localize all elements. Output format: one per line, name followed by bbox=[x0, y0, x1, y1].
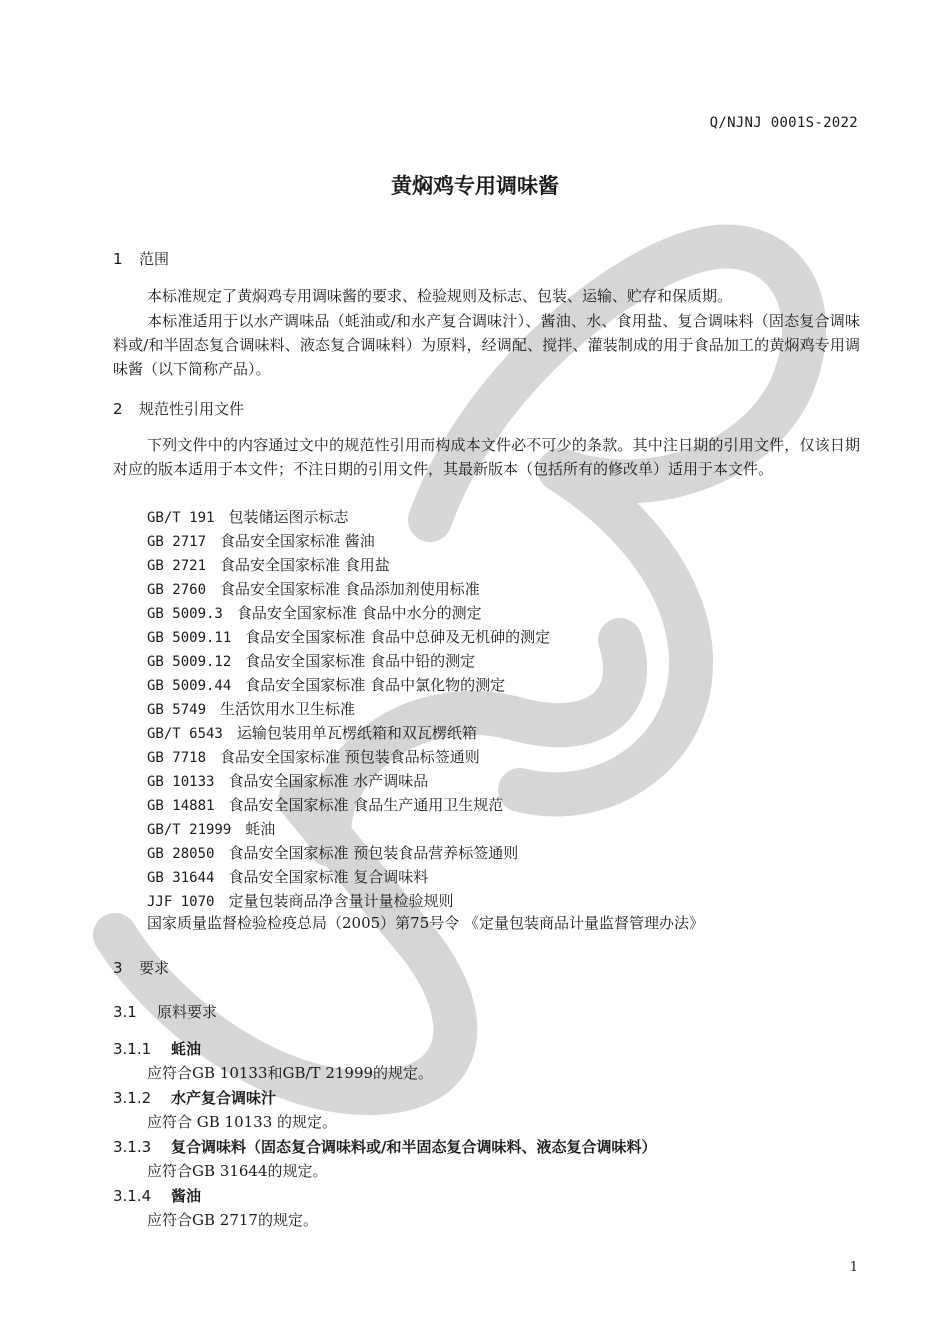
reference-title: 运输包装用单瓦楞纸箱和双瓦楞纸箱 bbox=[236, 724, 477, 742]
reference-code: GB 2760 bbox=[147, 582, 207, 598]
reference-item bbox=[147, 841, 518, 866]
reference-item bbox=[147, 601, 482, 626]
reference-code: GB 5009.12 bbox=[147, 654, 232, 670]
reference-item bbox=[147, 745, 480, 770]
reference-code: GB 7718 bbox=[147, 750, 207, 766]
document-title: 黄焖鸡专用调味酱 bbox=[391, 174, 559, 198]
reference-item bbox=[147, 769, 428, 794]
subsection-3-1-3-text: 应符合GB 31644的规定。 bbox=[147, 1162, 328, 1180]
reference-item bbox=[147, 529, 375, 554]
watermark-text: QSZ bbox=[0, 0, 3, 1]
reference-item bbox=[147, 817, 275, 842]
reference-title: 食品安全国家标准 食用盐 bbox=[220, 556, 390, 574]
subsection-3-1-1-text: 应符合GB 10133和GB/T 21999的规定。 bbox=[147, 1064, 434, 1082]
reference-code: GB 5009.11 bbox=[147, 630, 232, 646]
reference-title: 食品安全国家标准 食品中水分的测定 bbox=[236, 604, 482, 622]
section-2-heading bbox=[113, 398, 244, 419]
reference-title: 食品安全国家标准 水产调味品 bbox=[228, 772, 429, 790]
refs-intro-paragraph: 下列文件中的内容通过文中的规范性引用而构成本文件必不可少的条款。其中注日期的引用文件，仅该日期对应的版本适用于本文件；不注日期的引用文件，其最新版本（包括所有的修改单）适用于本文件。 bbox=[113, 436, 860, 478]
reference-code: GB 31644 bbox=[147, 870, 215, 886]
reference-title: 食品安全国家标准 预包装食品营养标签通则 bbox=[228, 844, 519, 862]
subsection-title: 原料要求 bbox=[157, 1003, 218, 1021]
subsection-title: 复合调味料（固态复合调味料或/和半固态复合调味料、液态复合调味料） bbox=[171, 1138, 657, 1156]
reference-item bbox=[147, 793, 503, 818]
reference-title: 食品安全国家标准 食品中氯化物的测定 bbox=[245, 676, 506, 694]
reference-code: GB 5009.3 bbox=[147, 606, 223, 622]
reference-code: GB 2717 bbox=[147, 534, 207, 550]
reference-code: GB 5749 bbox=[147, 702, 207, 718]
reference-item bbox=[147, 577, 480, 602]
reference-item bbox=[147, 505, 348, 530]
section-title: 范围 bbox=[139, 250, 170, 268]
subsection-3-1-2-heading bbox=[113, 1087, 276, 1108]
subsection-3-1-4-heading bbox=[113, 1185, 201, 1206]
reference-regulation: 国家质量监督检验检疫总局（2005）第75号令 《定量包装商品计量监督管理办法》 bbox=[147, 914, 705, 932]
subsection-number: 3.1 bbox=[113, 1003, 137, 1021]
subsection-number: 3.1.3 bbox=[113, 1138, 152, 1156]
page-number: 1 bbox=[849, 1260, 858, 1275]
reference-code: GB 2721 bbox=[147, 558, 207, 574]
subsection-title: 酱油 bbox=[171, 1187, 202, 1205]
reference-title: 包装储运图示标志 bbox=[228, 508, 349, 526]
reference-code: GB 14881 bbox=[147, 798, 215, 814]
document-id: Q/NJNJ 0001S-2022 bbox=[709, 115, 858, 131]
reference-title: 食品安全国家标准 食品添加剂使用标准 bbox=[220, 580, 480, 598]
scope-paragraph-2: 本标准适用于以水产调味品（蚝油或/和水产复合调味汁）、酱油、水、食用盐、复合调味料（固态复合调味料或/和半固态复合调味料、液态复合调味料）为原料，经调配、搅拌、灌装制成的用于食品加工的黄焖鸡专用调味酱（以下简称产品）。 bbox=[113, 312, 860, 378]
reference-title: 食品安全国家标准 食品中总砷及无机砷的测定 bbox=[245, 628, 551, 646]
reference-title: 生活饮用水卫生标准 bbox=[220, 700, 356, 718]
section-number: 3 bbox=[113, 959, 123, 977]
reference-item bbox=[147, 625, 550, 650]
section-title: 要求 bbox=[139, 959, 170, 977]
subsection-number: 3.1.2 bbox=[113, 1089, 152, 1107]
reference-item bbox=[147, 865, 428, 890]
reference-code: GB/T 6543 bbox=[147, 726, 223, 742]
reference-title: 食品安全国家标准 复合调味料 bbox=[228, 868, 429, 886]
section-title: 规范性引用文件 bbox=[139, 400, 245, 418]
scope-paragraph-1: 本标准规定了黄焖鸡专用调味酱的要求、检验规则及标志、包装、运输、贮存和保质期。 bbox=[147, 287, 733, 305]
reference-item bbox=[147, 721, 477, 746]
subsection-3-1-heading bbox=[113, 1001, 217, 1022]
section-number: 1 bbox=[113, 250, 123, 268]
reference-title: 食品安全国家标准 酱油 bbox=[220, 532, 375, 550]
subsection-title: 水产复合调味汁 bbox=[171, 1089, 277, 1107]
subsection-number: 3.1.1 bbox=[113, 1040, 152, 1058]
reference-code: GB 5009.44 bbox=[147, 678, 232, 694]
subsection-number: 3.1.4 bbox=[113, 1187, 152, 1205]
section-1-heading bbox=[113, 248, 169, 269]
reference-code: GB 28050 bbox=[147, 846, 215, 862]
reference-item bbox=[147, 697, 355, 722]
subsection-3-1-1-heading bbox=[113, 1038, 201, 1059]
reference-code: GB/T 21999 bbox=[147, 822, 232, 838]
reference-item bbox=[147, 553, 390, 578]
reference-item bbox=[147, 673, 505, 698]
reference-title: 食品安全国家标准 食品中铅的测定 bbox=[245, 652, 476, 670]
subsection-3-1-2-text: 应符合 GB 10133 的规定。 bbox=[147, 1113, 338, 1131]
reference-code: GB 10133 bbox=[147, 774, 215, 790]
subsection-3-1-3-heading bbox=[113, 1136, 656, 1157]
reference-title: 定量包装商品净含量计量检验规则 bbox=[228, 892, 454, 910]
subsection-3-1-4-text: 应符合GB 2717的规定。 bbox=[147, 1211, 318, 1229]
reference-code: GB/T 191 bbox=[147, 510, 215, 526]
reference-code: JJF 1070 bbox=[147, 894, 215, 910]
subsection-title: 蚝油 bbox=[171, 1040, 202, 1058]
reference-title: 食品安全国家标准 食品生产通用卫生规范 bbox=[228, 796, 504, 814]
reference-title: 蚝油 bbox=[245, 820, 276, 838]
section-number: 2 bbox=[113, 400, 123, 418]
section-3-heading bbox=[113, 957, 169, 978]
reference-item bbox=[147, 649, 475, 674]
reference-title: 食品安全国家标准 预包装食品标签通则 bbox=[220, 748, 480, 766]
